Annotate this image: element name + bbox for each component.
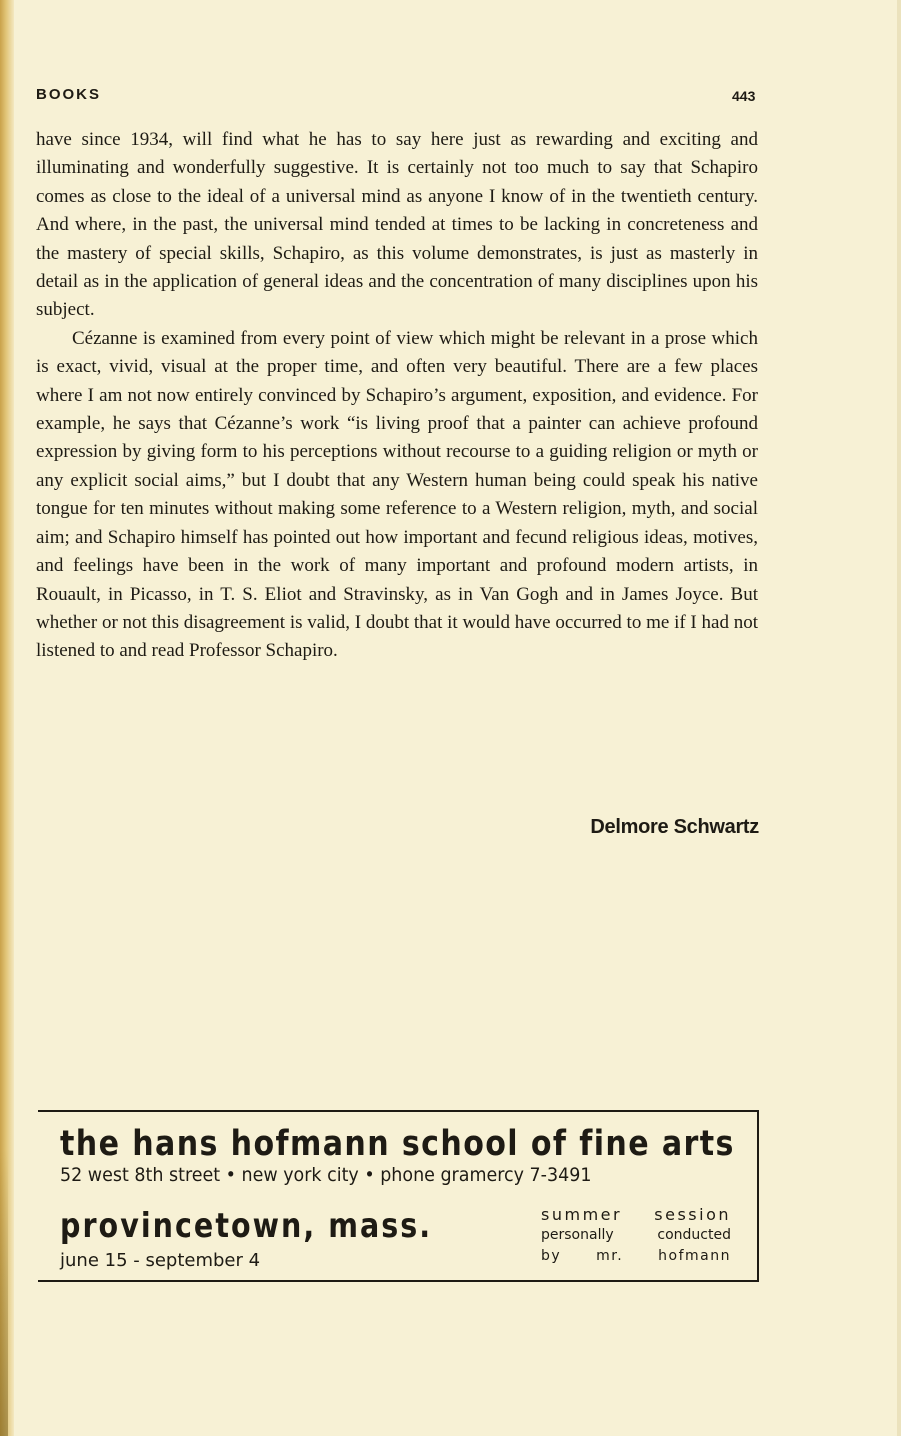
ad-session-info [541,1204,731,1267]
ad-session-line: personally conducted [541,1227,731,1243]
advertisement-box [38,1110,759,1282]
ad-session-line: by mr. hofmann [541,1248,731,1264]
ad-dates: june 15 - september 4 [60,1250,261,1271]
ad-session-line: summer session [541,1205,731,1224]
page-right-edge [897,0,901,1436]
paragraph: Cézanne is examined from every point of view which might be relevant in a prose which is exact, vivid, visual at the proper time, and often very beautiful. There are a few places where I am not now entirely convinced by Schapiro’s argument, exposition, and evidence. For example, he says that Cézanne’s work “is living proof that a painter can achieve profound expression by giving form to his perceptions without recourse to a guiding religion or myth or any explicit social aims,” but I doubt that any Western human being could speak his native tongue for ten minutes without making some reference to a Western religion, myth, and social aim; and Schapiro himself has pointed out how important and fecund religious ideas, motives, and feelings have been in the work of many important and profound modern artists, in Rouault, in Picasso, in T. S. Eliot and Stravinsky, as in Van Gogh and in James Joyce. But whether or not this disagreement is valid, I doubt that it would have occurred to me if I had not listened to and read Professor Schapiro. [36,327,758,662]
ad-location: provincetown, mass. [60,1206,433,1246]
page-binding-shadow [0,1150,8,1436]
ad-title: the hans hofmann school of fine arts [60,1124,735,1164]
author-signature: Delmore Schwartz [590,816,759,838]
page-number: 443 [732,88,756,104]
running-head: BOOKS [36,86,102,103]
paragraph: have since 1934, will find what he has to say here just as rewarding and exciting and illuminating and wonderfully suggestive. It is certainly not too much to say that Schapiro comes as close to the ideal of a universal mind as anyone I know of in the twentieth century. And where, in the past, the universal mind tended at times to be lacking in concreteness and the mastery of special skills, Schapiro, as this volume demonstrates, is just as masterly in detail as in the application of general ideas and the concentration of many disciplines upon his subject. [36,129,758,321]
article-body [36,126,758,666]
ad-address: 52 west 8th street • new york city • phone gramercy 7-3491 [60,1164,592,1186]
